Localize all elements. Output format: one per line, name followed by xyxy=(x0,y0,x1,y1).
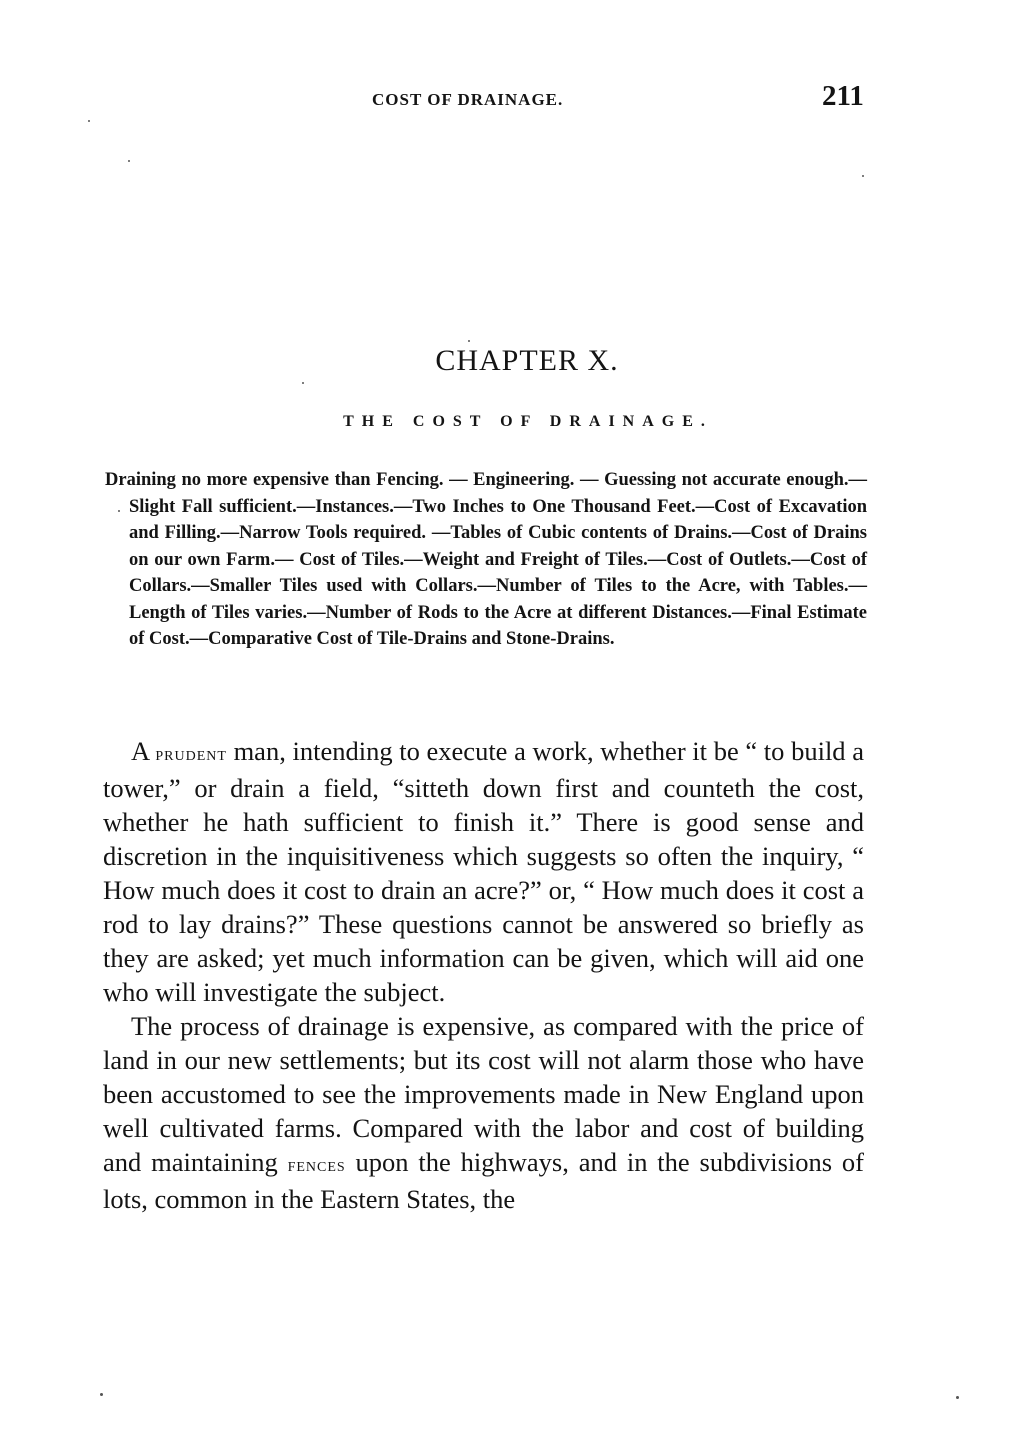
scan-speck xyxy=(118,510,120,512)
paragraph-1-small-caps: prudent xyxy=(155,743,227,765)
paragraph-2 xyxy=(103,1009,864,1216)
scan-speck xyxy=(302,382,304,384)
scan-speck xyxy=(100,1393,103,1396)
scan-speck xyxy=(128,160,130,162)
chapter-title: CHAPTER X. xyxy=(435,344,619,377)
running-title: COST OF DRAINAGE. xyxy=(372,90,564,109)
chapter-summary: Draining no more expensive than Fencing. — Engineering. — Guessing not accurate enough.—Slight Fall sufficient.—Instances.—Two Inches to One Thousand Feet.—Cost of Excavation and Filling.—Narrow Tools required. —Tables of Cubic contents of Drains.—Cost of Drains on our own Farm.— Cost of Tiles.—Weight and Freight of Tiles.—Cost of Outlets.—Cost of Collars.—Smaller Tiles used with Collars.—Number of Tiles to the Acre, with Tables.—Length of Tiles varies.—Number of Rods to the Acre at different Distances.—Final Estimate of Cost.—Comparative Cost of Tile-Drains and Stone-Drains. xyxy=(105,470,867,649)
page-number: 211 xyxy=(822,80,864,112)
body-text xyxy=(103,734,864,1216)
paragraph-2-after: upon the highways, and in the subdivisions of lots, common in the Eastern States, the xyxy=(103,1147,864,1214)
paragraph-2-small-caps: fences xyxy=(287,1154,346,1176)
paragraph-2-before: The process of drainage is expensive, as compared with the price of land in our new settlements; but its cost will not alarm those who have been accustomed to see the improvements made in New England upon well cultivated farms. Compared with the labor and cost of building and maintaining xyxy=(103,1011,864,1177)
running-head xyxy=(0,78,1034,118)
scan-speck xyxy=(468,340,470,342)
paragraph-1 xyxy=(103,734,864,1009)
scan-speck xyxy=(862,175,864,177)
scan-speck xyxy=(956,1396,959,1399)
paragraph-1-lead: A xyxy=(131,736,156,766)
paragraph-1-text: man, intending to execute a work, whether it be “ to build a tower,” or drain a field, “sitteth down first and counteth the cost, whether he hath sufficient to finish it.” There is good sense and discretion in the inquisitiveness which suggests so often the inquiry, “ How much does it cost to drain an acre?” or, “ How much does it cost a rod to lay drains?” These questions cannot be answered so briefly as they are asked; yet much information can be given, which will aid one who will investigate the subject. xyxy=(103,736,864,1007)
scan-speck xyxy=(88,120,90,122)
chapter-subtitle: THE COST OF DRAINAGE. xyxy=(343,413,713,430)
